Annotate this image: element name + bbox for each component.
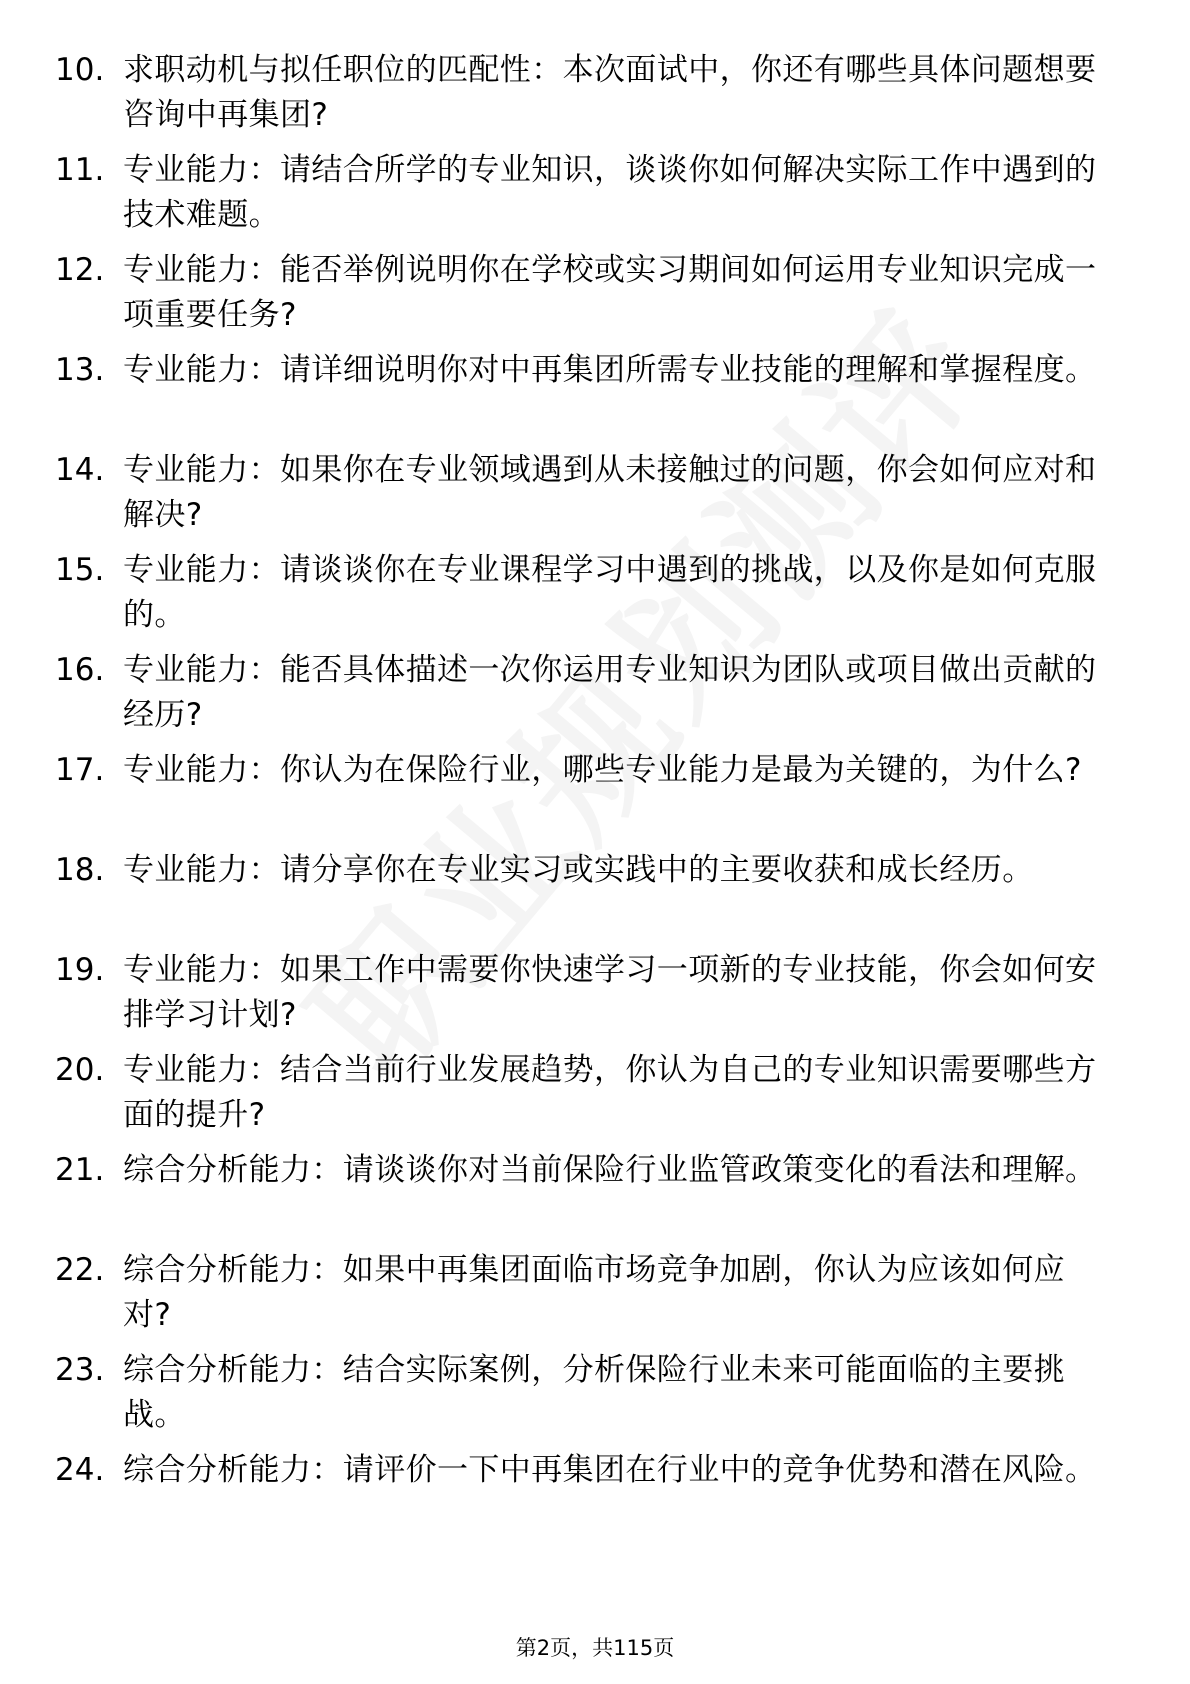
question-number: 24. bbox=[55, 1452, 105, 1488]
question-text: 专业能力：请结合所学的专业知识，谈谈你如何解决实际工作中遇到的技术难题。 bbox=[123, 152, 1097, 233]
question-text: 专业能力：请分享你在专业实习或实践中的主要收获和成长经历。 bbox=[123, 852, 1034, 888]
question-text: 专业能力：能否具体描述一次你运用专业知识为团队或项目做出贡献的经历? bbox=[123, 652, 1097, 733]
list-item bbox=[0, 1448, 1190, 1548]
list-item bbox=[0, 1248, 1190, 1348]
question-number: 21. bbox=[55, 1152, 105, 1188]
question-number: 12. bbox=[55, 252, 105, 288]
list-item bbox=[0, 748, 1190, 848]
question-text: 综合分析能力：请谈谈你对当前保险行业监管政策变化的看法和理解。 bbox=[123, 1152, 1097, 1188]
list-item bbox=[0, 948, 1190, 1048]
question-number: 18. bbox=[55, 852, 105, 888]
question-text: 综合分析能力：如果中再集团面临市场竞争加剧，你认为应该如何应对? bbox=[123, 1252, 1065, 1333]
question-number: 11. bbox=[55, 152, 105, 188]
list-item bbox=[0, 648, 1190, 748]
list-item bbox=[0, 48, 1190, 148]
list-item bbox=[0, 248, 1190, 348]
question-number: 19. bbox=[55, 952, 105, 988]
question-text: 专业能力：结合当前行业发展趋势，你认为自己的专业知识需要哪些方面的提升? bbox=[123, 1052, 1097, 1133]
list-item bbox=[0, 848, 1190, 948]
question-number: 16. bbox=[55, 652, 105, 688]
question-text: 专业能力：如果你在专业领域遇到从未接触过的问题，你会如何应对和解决? bbox=[123, 452, 1097, 533]
page-number: 第2页，共115页 bbox=[515, 1636, 675, 1660]
list-item bbox=[0, 348, 1190, 448]
question-text: 专业能力：能否举例说明你在学校或实习期间如何运用专业知识完成一项重要任务? bbox=[123, 252, 1097, 333]
question-text: 专业能力：你认为在保险行业，哪些专业能力是最为关键的，为什么? bbox=[123, 752, 1082, 788]
question-number: 17. bbox=[55, 752, 105, 788]
list-item bbox=[0, 548, 1190, 648]
question-number: 15. bbox=[55, 552, 105, 588]
question-text: 专业能力：请详细说明你对中再集团所需专业技能的理解和掌握程度。 bbox=[123, 352, 1097, 388]
question-number: 13. bbox=[55, 352, 105, 388]
question-text: 求职动机与拟任职位的匹配性：本次面试中，你还有哪些具体问题想要咨询中再集团? bbox=[123, 52, 1097, 133]
question-number: 14. bbox=[55, 452, 105, 488]
question-number: 10. bbox=[55, 52, 105, 88]
question-text: 综合分析能力：请评价一下中再集团在行业中的竞争优势和潜在风险。 bbox=[123, 1452, 1097, 1488]
question-number: 20. bbox=[55, 1052, 105, 1088]
question-text: 专业能力：如果工作中需要你快速学习一项新的专业技能，你会如何安排学习计划? bbox=[123, 952, 1097, 1033]
question-number: 23. bbox=[55, 1352, 105, 1388]
question-number: 22. bbox=[55, 1252, 105, 1288]
list-item bbox=[0, 448, 1190, 548]
list-item bbox=[0, 1048, 1190, 1148]
question-text: 综合分析能力：结合实际案例，分析保险行业未来可能面临的主要挑战。 bbox=[123, 1352, 1065, 1433]
list-item bbox=[0, 1148, 1190, 1248]
list-item bbox=[0, 148, 1190, 248]
question-list bbox=[0, 48, 1190, 1548]
question-text: 专业能力：请谈谈你在专业课程学习中遇到的挑战，以及你是如何克服的。 bbox=[123, 552, 1097, 633]
list-item bbox=[0, 1348, 1190, 1448]
